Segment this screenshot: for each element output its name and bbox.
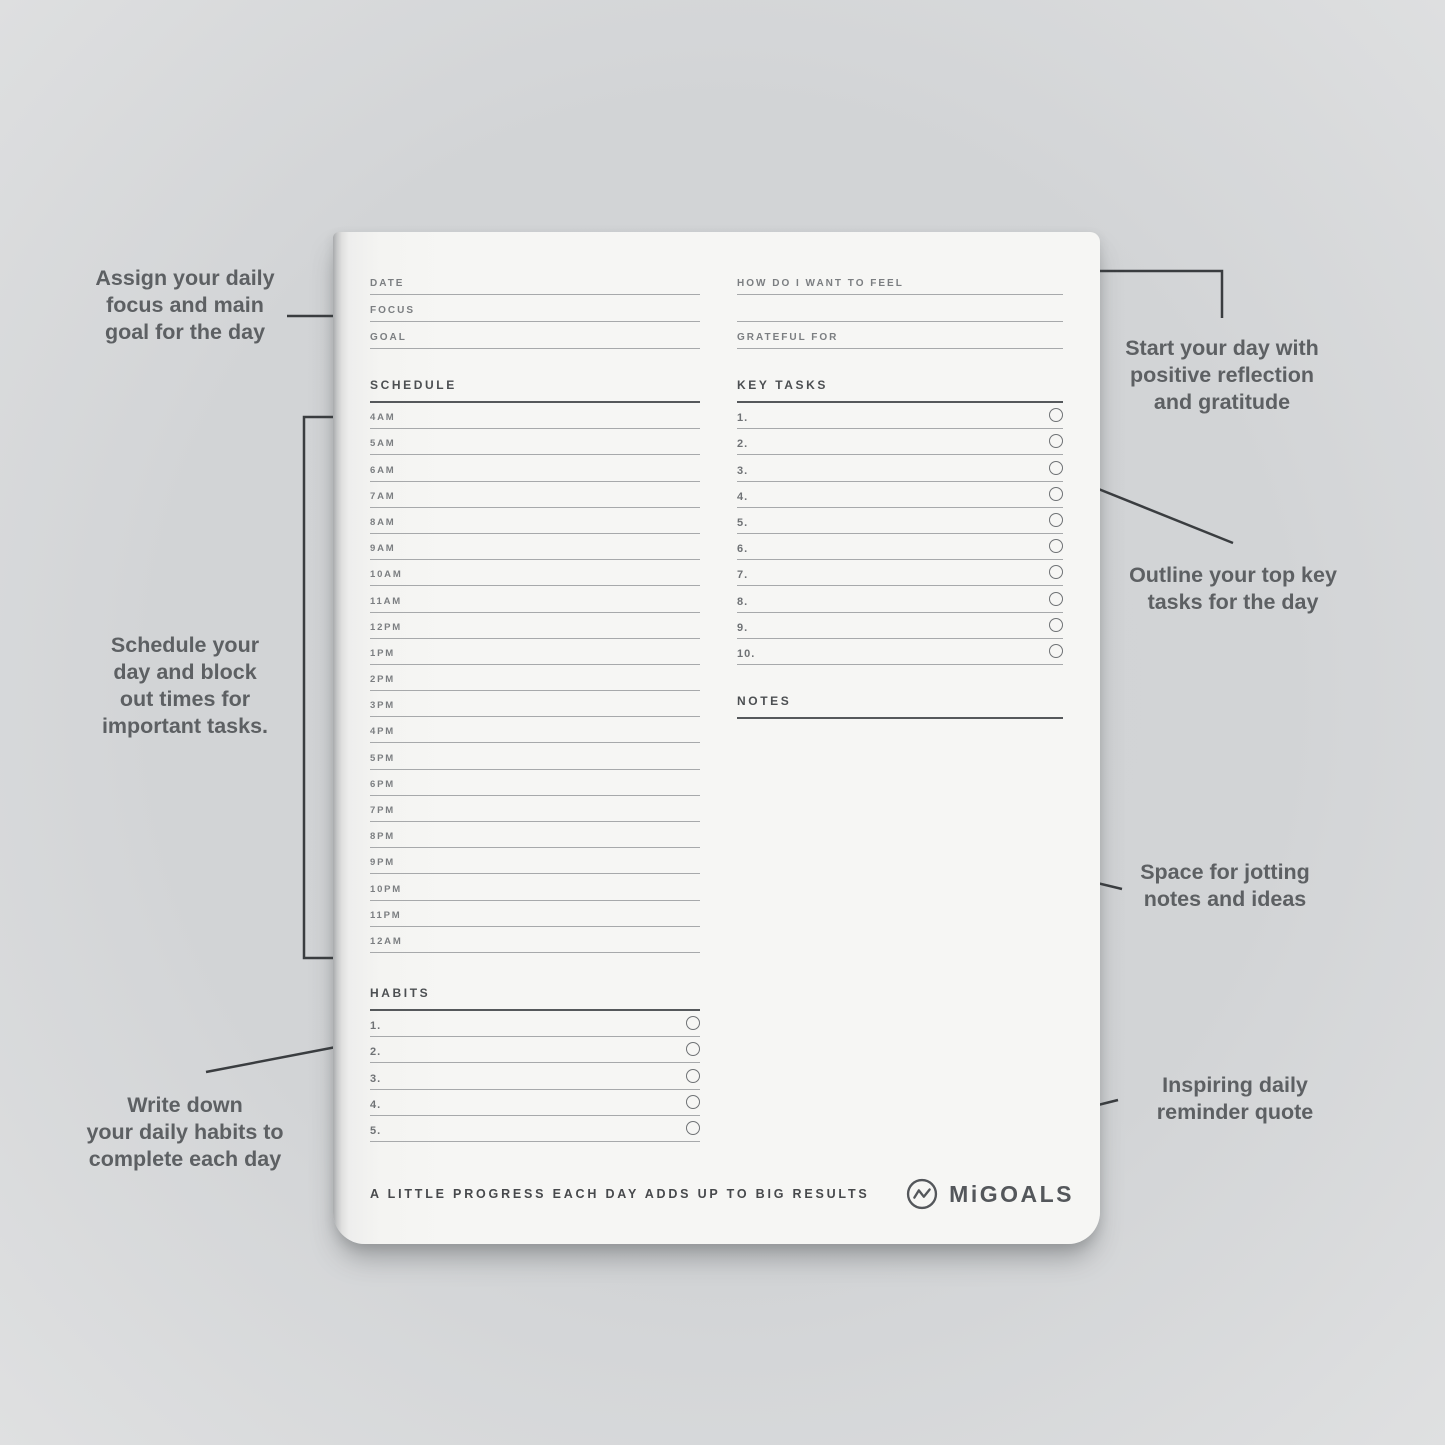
notes-section bbox=[737, 694, 1063, 719]
schedule-time-label: 4AM bbox=[370, 412, 396, 424]
header-fields-left bbox=[370, 268, 700, 349]
annotation-quote bbox=[1125, 1072, 1345, 1126]
habits-section-title: HABITS bbox=[370, 986, 700, 1011]
checkbox-circle-icon bbox=[686, 1042, 700, 1056]
schedule-row bbox=[370, 560, 700, 586]
schedule-time-label: 1PM bbox=[370, 647, 395, 659]
key-tasks-section-title: KEY TASKS bbox=[737, 378, 1063, 403]
checkbox-circle-icon bbox=[1049, 644, 1063, 658]
form-field-row bbox=[370, 322, 700, 349]
habit-row bbox=[370, 1011, 700, 1037]
key-task-row bbox=[737, 482, 1063, 508]
schedule-row bbox=[370, 482, 700, 508]
schedule-row bbox=[370, 874, 700, 900]
schedule-time-label: 7PM bbox=[370, 805, 395, 816]
key-task-row bbox=[737, 639, 1063, 665]
task-number-label: 1. bbox=[737, 412, 749, 425]
task-number-label: 9. bbox=[737, 621, 749, 634]
annotation-line: goal for the day bbox=[104, 320, 266, 344]
annotation-line: day and block bbox=[113, 660, 257, 684]
checkbox-circle-icon bbox=[686, 1016, 700, 1030]
task-number-label: 4. bbox=[737, 490, 749, 503]
schedule-row bbox=[370, 796, 700, 822]
field-label: HOW DO I WANT TO FEEL bbox=[737, 278, 904, 289]
annotation-line: Schedule your bbox=[110, 633, 260, 657]
annotation-line: positive reflection bbox=[1130, 363, 1314, 387]
schedule-time-label: 5PM bbox=[370, 752, 395, 764]
annotation-line: Write down bbox=[127, 1093, 243, 1117]
annotation-daily-focus bbox=[75, 265, 295, 346]
schedule-row bbox=[370, 927, 700, 953]
brand-name: MiGOALS bbox=[949, 1180, 1074, 1207]
habit-number-label: 4. bbox=[370, 1098, 382, 1111]
key-tasks-connector-line bbox=[1081, 482, 1233, 543]
schedule-time-label: 8AM bbox=[370, 516, 396, 528]
form-field-row bbox=[737, 322, 1063, 349]
annotation-line: and gratitude bbox=[1153, 390, 1291, 414]
schedule-time-label: 6AM bbox=[370, 464, 396, 476]
schedule-row bbox=[370, 717, 700, 743]
schedule-row bbox=[370, 534, 700, 560]
checkbox-circle-icon bbox=[686, 1121, 700, 1135]
field-label: DATE bbox=[370, 278, 405, 289]
key-tasks-section bbox=[737, 378, 1063, 665]
schedule-row bbox=[370, 639, 700, 665]
schedule-time-label: 11PM bbox=[370, 909, 402, 921]
key-task-row bbox=[737, 560, 1063, 586]
annotation-line: focus and main bbox=[106, 293, 264, 317]
schedule-time-label: 7AM bbox=[370, 490, 396, 502]
header-fields-right bbox=[737, 268, 1063, 349]
habit-number-label: 2. bbox=[370, 1046, 382, 1059]
annotation-line: Start your day with bbox=[1125, 336, 1319, 360]
schedule-time-label: 9PM bbox=[370, 857, 395, 869]
task-number-label: 6. bbox=[737, 543, 749, 556]
checkbox-circle-icon bbox=[1049, 487, 1063, 501]
task-number-label: 7. bbox=[737, 569, 749, 582]
schedule-row bbox=[370, 770, 700, 796]
annotation-key-tasks bbox=[1113, 562, 1353, 616]
annotation-schedule bbox=[75, 632, 295, 740]
annotation-line: notes and ideas bbox=[1143, 887, 1307, 911]
schedule-row bbox=[370, 613, 700, 639]
field-label: FOCUS bbox=[370, 305, 415, 316]
annotation-line: complete each day bbox=[88, 1147, 282, 1171]
key-task-row bbox=[737, 508, 1063, 534]
habit-number-label: 1. bbox=[370, 1020, 382, 1033]
checkbox-circle-icon bbox=[1049, 434, 1063, 448]
pad-footer bbox=[370, 1176, 1074, 1212]
schedule-time-label: 12AM bbox=[370, 935, 403, 947]
habit-number-label: 5. bbox=[370, 1124, 382, 1137]
habit-row bbox=[370, 1090, 700, 1116]
annotation-line: Inspiring daily bbox=[1162, 1073, 1308, 1097]
schedule-time-label: 12PM bbox=[370, 621, 403, 633]
task-number-label: 5. bbox=[737, 516, 749, 529]
schedule-row bbox=[370, 822, 700, 848]
key-task-row bbox=[737, 534, 1063, 560]
habit-row bbox=[370, 1063, 700, 1089]
key-task-row bbox=[737, 586, 1063, 612]
key-task-rows bbox=[737, 403, 1063, 665]
annotation-line: out times for bbox=[119, 687, 251, 711]
schedule-time-label: 11AM bbox=[370, 595, 403, 607]
schedule-row bbox=[370, 691, 700, 717]
checkbox-circle-icon bbox=[1049, 408, 1063, 422]
task-number-label: 8. bbox=[737, 595, 749, 608]
annotation-line: Space for jotting bbox=[1140, 860, 1310, 884]
annotation-line: your daily habits to bbox=[86, 1120, 284, 1144]
habit-rows bbox=[370, 1011, 700, 1142]
form-field-row bbox=[737, 295, 1063, 322]
field-label: GRATEFUL FOR bbox=[737, 332, 839, 343]
annotation-line: tasks for the day bbox=[1147, 590, 1319, 614]
annotation-habits bbox=[55, 1092, 315, 1173]
annotation-line: important tasks. bbox=[101, 714, 269, 738]
habit-row bbox=[370, 1116, 700, 1142]
annotation-line: Outline your top key bbox=[1129, 563, 1337, 587]
schedule-time-label: 2PM bbox=[370, 674, 395, 686]
habits-section bbox=[370, 986, 700, 1142]
task-number-label: 10. bbox=[737, 647, 756, 660]
habit-row bbox=[370, 1037, 700, 1063]
schedule-time-label: 8PM bbox=[370, 831, 395, 843]
key-task-row bbox=[737, 455, 1063, 481]
schedule-time-label: 4PM bbox=[370, 726, 395, 738]
schedule-section bbox=[370, 378, 700, 953]
schedule-row bbox=[370, 586, 700, 612]
annotation-line: Assign your daily bbox=[95, 266, 275, 290]
motivational-quote: A LITTLE PROGRESS EACH DAY ADDS UP TO BIG RESULTS bbox=[370, 1187, 870, 1201]
checkbox-circle-icon bbox=[686, 1069, 700, 1083]
schedule-time-label: 10AM bbox=[370, 569, 403, 581]
form-field-row bbox=[737, 268, 1063, 295]
schedule-row bbox=[370, 665, 700, 691]
planner-pad bbox=[333, 232, 1100, 1244]
schedule-row bbox=[370, 429, 700, 455]
schedule-rows bbox=[370, 403, 700, 953]
annotation-reflection bbox=[1112, 335, 1332, 416]
key-task-row bbox=[737, 429, 1063, 455]
checkbox-circle-icon bbox=[1049, 618, 1063, 632]
brand-logo bbox=[904, 1176, 1074, 1212]
notes-section-title: NOTES bbox=[737, 694, 1063, 719]
form-field-row bbox=[370, 295, 700, 322]
schedule-time-label: 5AM bbox=[370, 438, 396, 450]
schedule-time-label: 3PM bbox=[370, 700, 395, 712]
schedule-row bbox=[370, 455, 700, 481]
habit-number-label: 3. bbox=[370, 1072, 382, 1085]
checkbox-circle-icon bbox=[1049, 565, 1063, 579]
checkbox-circle-icon bbox=[1049, 539, 1063, 553]
key-task-row bbox=[737, 403, 1063, 429]
checkbox-circle-icon bbox=[1049, 513, 1063, 527]
checkbox-circle-icon bbox=[686, 1095, 700, 1109]
schedule-time-label: 9AM bbox=[370, 543, 396, 555]
field-label: GOAL bbox=[370, 332, 407, 343]
checkbox-circle-icon bbox=[1049, 592, 1063, 606]
migoals-trend-icon bbox=[904, 1176, 940, 1212]
schedule-row bbox=[370, 743, 700, 769]
schedule-row bbox=[370, 508, 700, 534]
schedule-row bbox=[370, 901, 700, 927]
task-number-label: 3. bbox=[737, 464, 749, 477]
task-number-label: 2. bbox=[737, 438, 749, 451]
annotation-line: reminder quote bbox=[1156, 1100, 1314, 1124]
annotation-notes bbox=[1123, 859, 1327, 913]
checkbox-circle-icon bbox=[1049, 461, 1063, 475]
key-task-row bbox=[737, 613, 1063, 639]
schedule-time-label: 10PM bbox=[370, 883, 403, 895]
schedule-row bbox=[370, 848, 700, 874]
schedule-time-label: 6PM bbox=[370, 778, 395, 790]
schedule-section-title: SCHEDULE bbox=[370, 378, 700, 403]
form-field-row bbox=[370, 268, 700, 295]
schedule-row bbox=[370, 403, 700, 429]
